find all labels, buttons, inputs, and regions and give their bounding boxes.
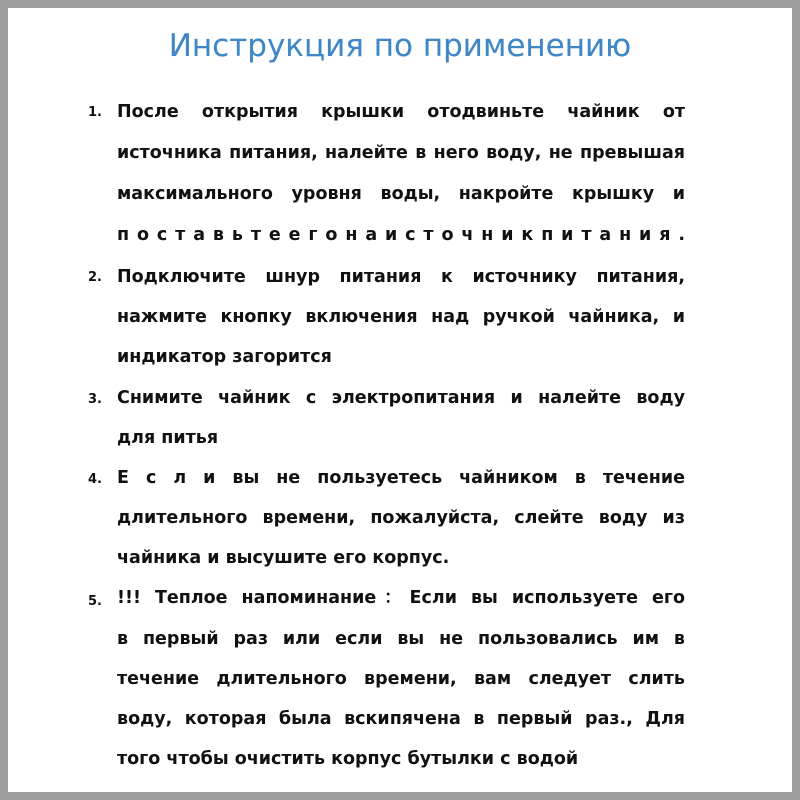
item-text-line: в первый раз или если вы не пользовались им в <box>117 629 685 649</box>
item-text-line: для питья <box>117 428 219 448</box>
item-text-line: Подключите шнур питания к источнику питания, <box>117 267 685 287</box>
item-text-line: источника питания, налейте в него воду, не превышая <box>117 143 685 163</box>
item-text-line: Е с л и вы не пользуетесь чайником в течение <box>117 468 685 488</box>
item-number: 3. <box>88 392 102 407</box>
item-text-line: чайника и высушите его корпус. <box>117 548 450 568</box>
item-text-line: Снимите чайник с электропитания и налейте воду <box>117 388 685 408</box>
page-title: Инструкция по применению <box>168 28 632 64</box>
item-text-line: длительного времени, пожалуйста, слейте воду из <box>117 508 685 528</box>
item-text-line: максимального уровня воды, накройте крышку и <box>117 184 685 204</box>
item-text-line: нажмите кнопку включения над ручкой чайника, и <box>117 307 685 327</box>
item-text-line: индикатор загорится <box>117 347 332 367</box>
item-number: 1. <box>88 105 102 120</box>
item-text-line: течение длительного времени, вам следует слить <box>117 669 685 689</box>
item-text-line: того чтобы очистить корпус бутылки с водой <box>117 749 579 769</box>
item-number: 2. <box>88 270 102 285</box>
item-text-line: После открытия крышки отодвиньте чайник от <box>117 102 685 122</box>
item-number: 4. <box>88 472 102 487</box>
item-text-line: !!! Теплое напоминание：Если вы используете его <box>117 588 685 608</box>
item-text-line: п о с т а в ь т е е г о н а и с т о ч н и к п и т а н и я . <box>117 225 685 245</box>
item-number: 5. <box>88 594 102 609</box>
item-text-line: воду, которая была вскипячена в первый раз., Для <box>117 709 685 729</box>
